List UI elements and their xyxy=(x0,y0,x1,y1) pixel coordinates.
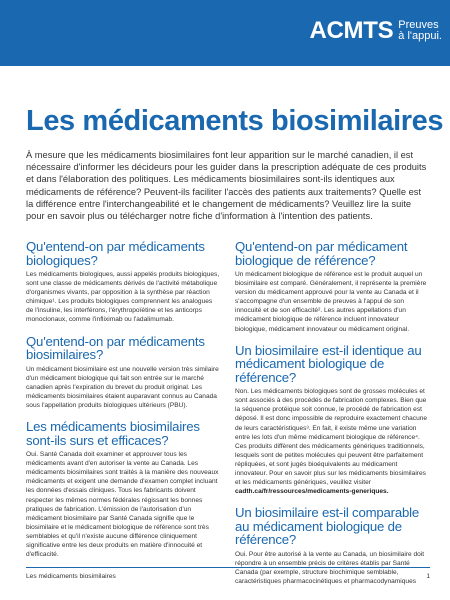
brand-logo[interactable] xyxy=(309,19,442,43)
right-column xyxy=(235,240,431,596)
brand-tagline-line1: Preuves xyxy=(398,19,439,31)
section-heading: Un biosimilaire est-il identique au médicament biologique de référence? xyxy=(235,342,422,385)
brand-tagline xyxy=(398,20,442,42)
section-heading: Qu'entend-on par médicaments biosimilaires? xyxy=(26,333,205,363)
section-heading: Les médicaments biosimilaires sont-ils surs et efficaces? xyxy=(26,419,200,448)
section-surete xyxy=(26,420,220,559)
section-biologiques xyxy=(26,240,220,325)
section-body: Un médicament biologique de référence est le produit auquel un biosimilaire est comparé. Généralement, il représente la première version du médicament approuvé pour la vente au Canada et il s'accompagne d'un ensemble de preuves à l'appui de son innocuité et de son efficacité². Les autres appellations d'un médicament biologique de référence incluent innovateur biologique, médicament innovateur ou médicament original. xyxy=(235,271,427,333)
intro-paragraph: À mesure que les médicaments biosimilaires font leur apparition sur le marché canadien, il est nécessaire d'informer les décideurs pour les guider dans la prescription adéquate de ces produits et dans l'élaboration des politiques. Les médicaments biosimilaires sont-ils identiques aux médicaments de référence? Peuvent-ils faciliter l'accès des patients aux traitements? Quelle est la différence entre l'interchangeabilité et le changement de médicaments? Veuillez lire la suite pour en savoir plus ou télécharger notre fiche d'information à l'intention des patients. xyxy=(26,150,427,222)
header-bar xyxy=(0,0,450,66)
section-body-text: Non. Les médicaments biologiques sont de grosses molécules et sont associés à des procédés de fabrication complexes. Bien que la séquence protéique soit connue, le procédé de fabrication est déposé. Il est donc impossible de reproduire exactement chacune de leurs caractéristiques³. En fait, il existe même une variation entre les lots d'un même médicament biologique de référence⁴. Ces produits diffèrent des médicaments génériques traditionnels, lesquels sont de petites molécules qui peuvent être parfaitement répliquées, et sont jugés bioéquivalents au médicament innovateur. Pour en savoir plus sur les médicaments biosimilaires et les médicaments génériques, veuillez visiter xyxy=(235,388,428,487)
section-identique xyxy=(235,344,431,497)
section-biosimilaires xyxy=(26,335,220,410)
section-body: Oui. Pour être autorisé à la vente au Canada, un biosimilaire doit répondre à un ensemble précis de critères établis par Santé Canada (par exemple, structure biochimique semblable, caractéristiques pharmacocinétiques et pharmacodynamiques xyxy=(235,550,425,586)
footer-divider xyxy=(26,567,430,568)
brand-tagline-line2: à l'appui. xyxy=(398,30,442,42)
section-body: Un médicament biosimilaire est une nouvelle version très similaire d'un médicament biologique qui fait son entrée sur le marché canadien après l'expiration du brevet du produit original. Les médicaments biosimilaires étaient auparavant connus au Canada sous l'appellation produits biologiques ultérieurs (PBU). xyxy=(26,365,219,409)
section-comparable xyxy=(235,506,431,586)
brand-name: ACMTS xyxy=(309,17,394,44)
generics-link[interactable]: cadth.ca/fr/ressources/medicaments-generiques. xyxy=(235,488,389,496)
section-heading: Qu'entend-on par médicaments biologiques? xyxy=(26,239,205,268)
footer-title: Les médicaments biosimilaires xyxy=(26,573,116,580)
page-title: Les médicaments biosimilaires xyxy=(26,105,444,137)
left-column xyxy=(26,240,220,569)
page-number: 1 xyxy=(426,573,430,580)
section-body: Les médicaments biologiques, aussi appelés produits biologiques, sont une classe de médicaments dérivés de l'activité métabolique d'organismes vivants, par opposition à la synthèse par réaction chimique¹. Les produits biologiques comprennent les analogues de l'insuline, les interférons, l'érythropoïétine et les anticorps monoclonaux, comme l'infliximab ou l'adalimumab. xyxy=(26,271,220,324)
section-body: Oui. Santé Canada doit examiner et approuver tous les médicaments avant d'en autoriser la vente au Canada. Les médicaments biosimilaires sont traités à la manière des nouveaux médicaments et exigent une demande d'examen complet incluant les données d'essais cliniques. Tous les fabricants doivent respecter les mêmes normes fédérales régissant les bonnes pratiques de fabrication. L'émission de l'autorisation d'un médicament biosimilaire par Santé Canada signifie que le biosimilaire et le médicament biologique de référence sont très semblables et qu'il n'existe aucune différence cliniquement significative entre les deux produits en matière d'innocuité et d'efficacité. xyxy=(26,451,219,559)
section-body xyxy=(235,387,431,496)
section-heading: Qu'entend-on par médicament biologique de référence? xyxy=(235,239,408,268)
section-heading: Un biosimilaire est-il comparable au médicament biologique de référence? xyxy=(235,505,419,548)
section-reference xyxy=(235,240,431,334)
